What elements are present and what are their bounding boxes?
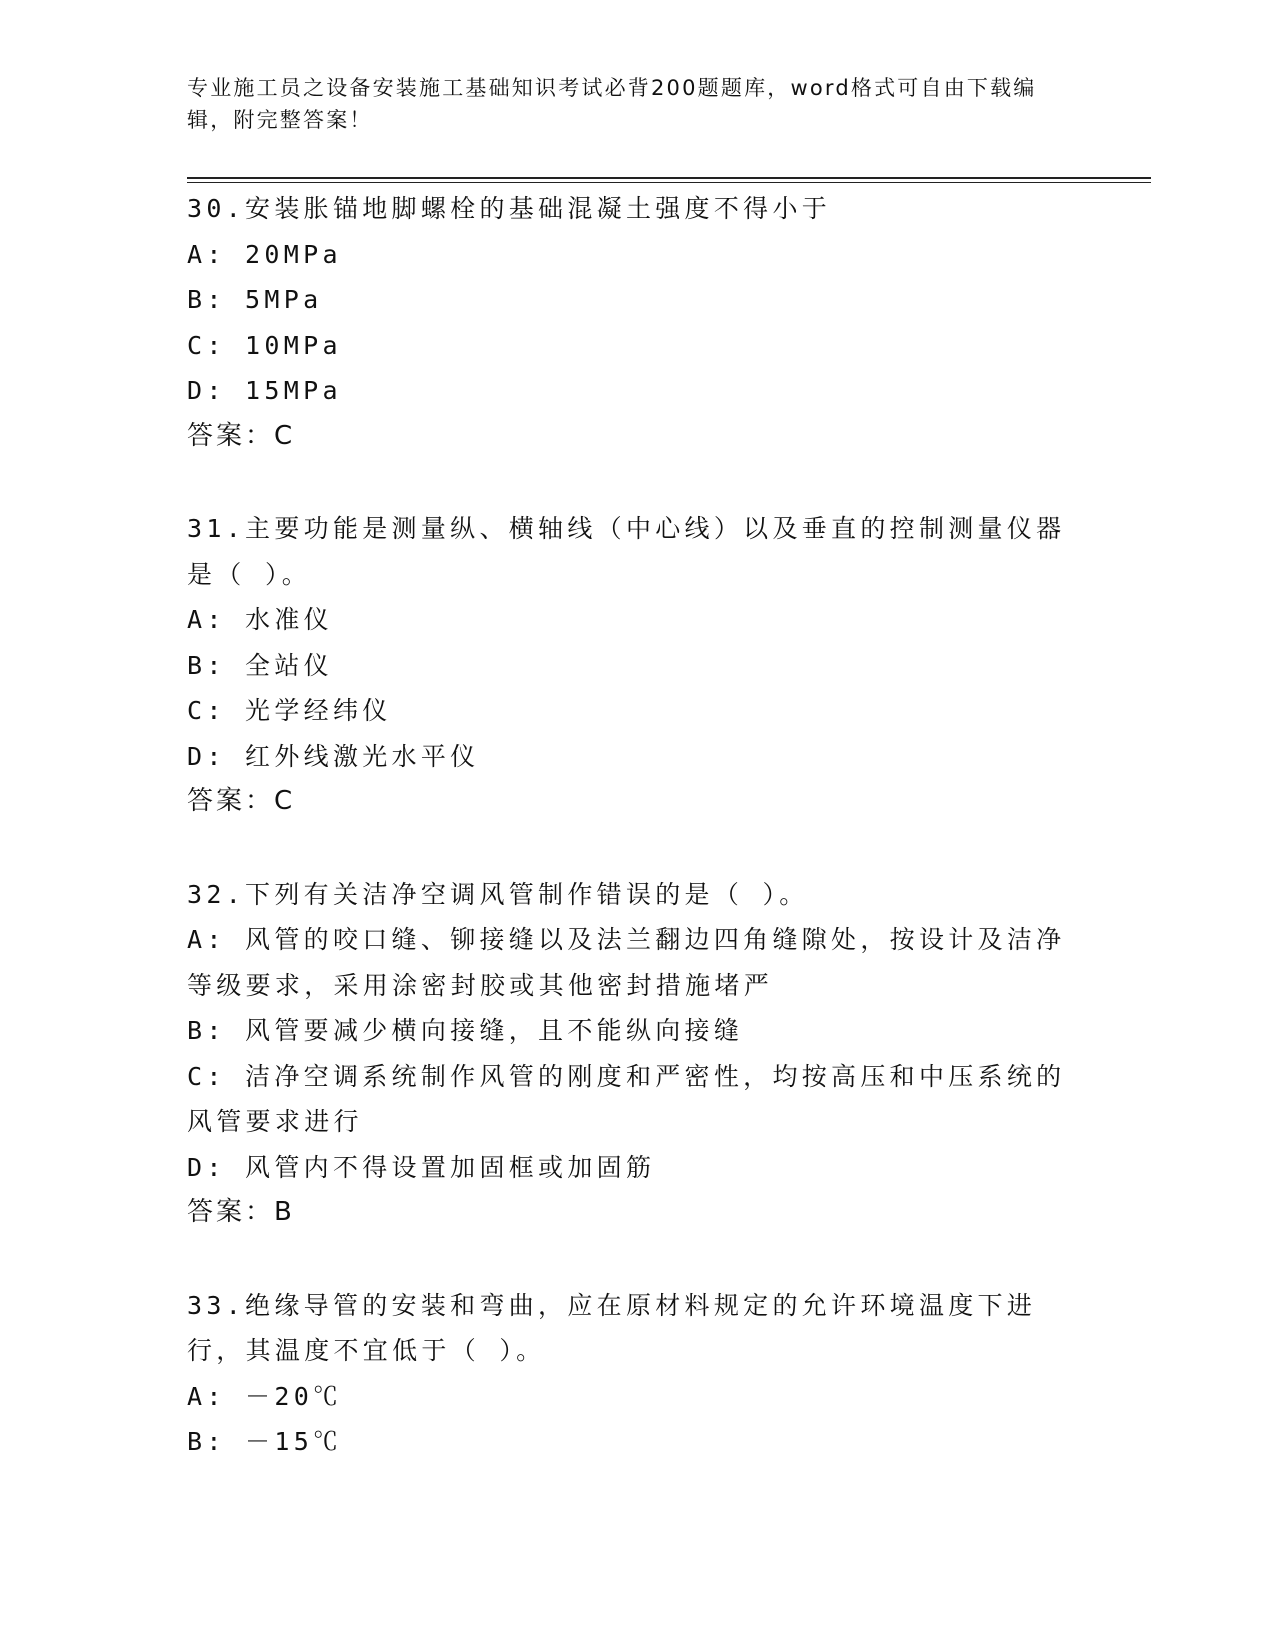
option-a: A: 水准仪 [187, 605, 333, 634]
answer: 答案：B [187, 1197, 295, 1227]
document-header: 专业施工员之设备安装施工基础知识考试必背200题题库，word格式可自由下载编辑，附完整答案！ [187, 76, 1037, 132]
option-b: B: －15℃ [187, 1427, 343, 1456]
question-list [187, 186, 1067, 1465]
option-d: D: 红外线激光水平仪 [187, 741, 480, 771]
question-stem: 31.主要功能是测量纵、横轴线（中心线）以及垂直的控制测量仪器是（ ）。 [187, 514, 1066, 589]
option-b: B: 风管要减少横向接缝，且不能纵向接缝 [187, 1016, 744, 1045]
option-c: C: 10MPa [187, 330, 342, 360]
option-c: C: 洁净空调系统制作风管的刚度和严密性，均按高压和中压系统的风管要求进行 [187, 1061, 1066, 1136]
question-30 [187, 186, 1067, 459]
option-a: A: 风管的咬口缝、铆接缝以及法兰翻边四角缝隙处，按设计及洁净等级要求，采用涂密封胶或其他密封措施堵严 [187, 925, 1066, 1000]
option-d: D: 15MPa [187, 376, 342, 405]
header-divider-thin [187, 182, 1151, 183]
option-a: A: 20MPa [187, 239, 342, 269]
header-divider [187, 177, 1151, 179]
option-c: C: 光学经纬仪 [187, 696, 392, 725]
question-32 [187, 872, 1067, 1236]
question-stem: 30.安装胀锚地脚螺栓的基础混凝土强度不得小于 [187, 194, 832, 223]
question-31 [187, 506, 1067, 825]
question-stem: 32.下列有关洁净空调风管制作错误的是（ ）。 [187, 879, 809, 909]
question-stem: 33.绝缘导管的安装和弯曲，应在原材料规定的允许环境温度下进行，其温度不宜低于（ ）。 [187, 1290, 1037, 1365]
option-a: A: －20℃ [187, 1381, 343, 1411]
option-d: D: 风管内不得设置加固框或加固筋 [187, 1152, 656, 1182]
option-b: B: 5MPa [187, 285, 323, 314]
answer: 答案：C [187, 420, 296, 451]
answer: 答案：C [187, 786, 296, 816]
question-33 [187, 1283, 1067, 1465]
option-b: B: 全站仪 [187, 650, 333, 680]
